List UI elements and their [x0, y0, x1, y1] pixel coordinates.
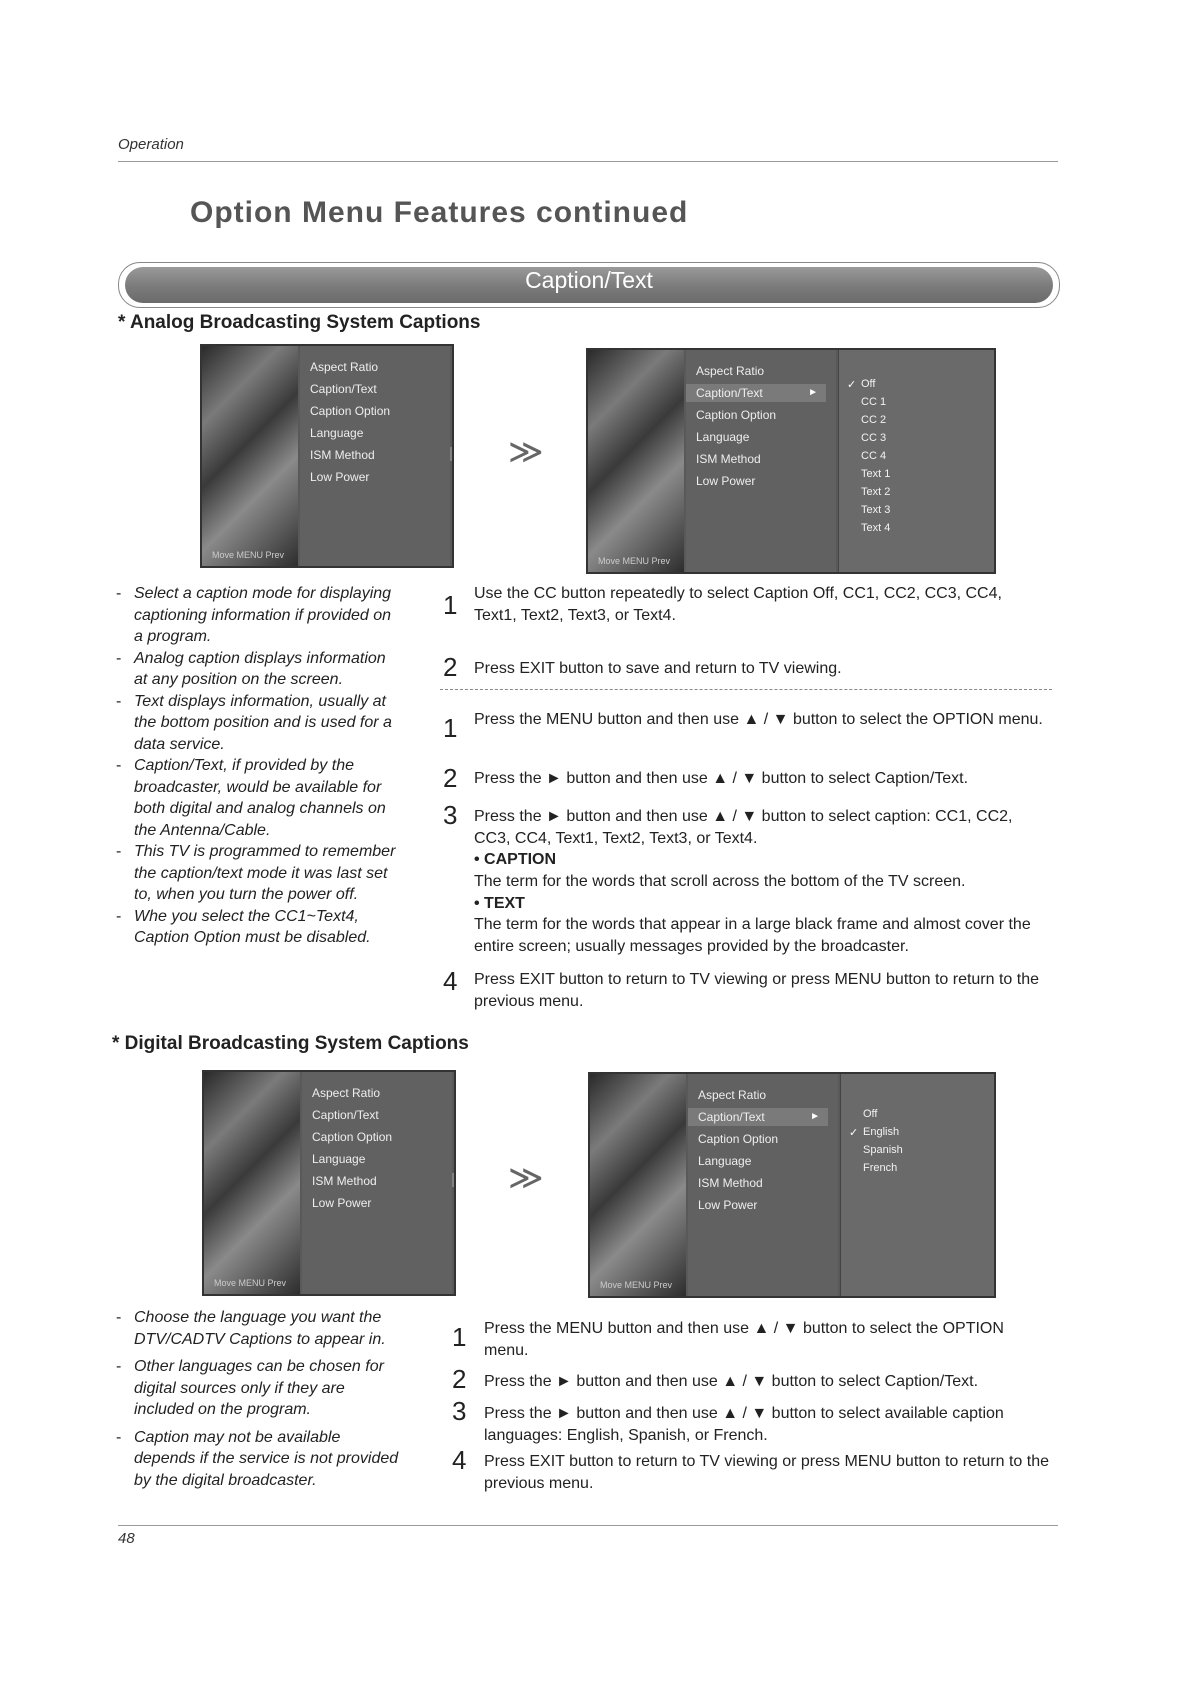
step-number: 1: [443, 590, 458, 620]
menu-item-aspect-ratio: Aspect Ratio: [312, 1086, 381, 1100]
arrow-right-icon: ►: [808, 387, 818, 398]
sub-option-spanish: Spanish: [863, 1144, 903, 1156]
menu-item-low-power: Low Power: [698, 1198, 758, 1212]
tv-menu-analog-1: [200, 344, 454, 568]
analog-notes: [116, 583, 401, 949]
caption-heading: • CAPTION: [474, 851, 557, 868]
tv-menu-digital-2: [588, 1072, 996, 1298]
text-heading: • TEXT: [474, 895, 525, 912]
menu-item-low-power: Low Power: [696, 474, 756, 488]
sub-option-cc4: CC 4: [861, 450, 887, 462]
menu-item-aspect-ratio: Aspect Ratio: [698, 1088, 767, 1102]
digital-step-4: Press EXIT button to return to TV viewing or press MENU button to return to the previous menu.: [484, 1453, 1050, 1492]
analog-step-a1: Use the CC button repeatedly to select Caption Off, CC1, CC2, CC3, CC4, Text1, Text2, Text3, or Text4.: [474, 585, 1002, 624]
menu-item-ism-method: ISM Method: [696, 452, 761, 466]
menu-item-caption-text: [688, 1108, 828, 1126]
digital-heading: * Digital Broadcasting System Captions: [112, 1033, 469, 1054]
note-item: - Select a caption mode for displaying captioning information if provided on a program.: [116, 583, 401, 648]
sub-option-cc2: CC 2: [861, 414, 887, 426]
dashed-divider: [440, 689, 1052, 690]
analog-step-b1: Press the MENU button and then use ▲ / ▼ button to select the OPTION menu.: [474, 711, 1043, 728]
sub-option-text4: Text 4: [861, 522, 891, 534]
menu-item-aspect-ratio: Aspect Ratio: [310, 360, 379, 374]
sub-option-english: ✓ English: [849, 1126, 900, 1139]
menu-item-language: Language: [310, 426, 364, 440]
menu-item-language: Language: [696, 430, 750, 444]
step-number: 2: [443, 763, 458, 793]
check-icon: ✓: [847, 379, 857, 391]
section-label: Operation: [118, 136, 184, 153]
menu-item-caption-text: Caption/Text: [310, 382, 377, 396]
page-title: Option Menu Features continued: [190, 196, 689, 229]
sub-option-off: Off: [863, 1108, 878, 1120]
note-item: - Other languages can be chosen for digital sources only if they are included on the program.: [116, 1356, 401, 1421]
note-item: - Caption/Text, if provided by the broadcaster, would be available for both digital and analog channels on the Antenna/Cable.: [116, 755, 401, 841]
banner-title: Caption/Text: [525, 267, 653, 293]
sub-option-french: French: [863, 1162, 898, 1174]
analog-heading: * Analog Broadcasting System Captions: [118, 312, 481, 333]
text-description: The term for the words that appear in a large black frame and almost cover the entire screen; usually messages provided by the broadcaster.: [474, 916, 1031, 955]
analog-step-a2: Press EXIT button to save and return to TV viewing.: [474, 660, 842, 677]
step-number: 4: [443, 966, 458, 996]
menu-item-caption-option: Caption Option: [310, 404, 391, 418]
sub-option-text2: Text 2: [861, 486, 891, 498]
step-number: 3: [443, 800, 458, 830]
step-number: 1: [443, 713, 458, 743]
menu-item-label: Caption/Text: [698, 1110, 765, 1124]
menu-item-ism-method: ISM Method: [698, 1176, 763, 1190]
caption-text-banner: [118, 262, 1060, 308]
menu-item-caption-option: Caption Option: [312, 1130, 393, 1144]
analog-step-b4: Press EXIT button to return to TV viewing or press MENU button to return to the previous menu.: [474, 971, 1040, 1010]
caption-description: The term for the words that scroll across the bottom of the TV screen.: [474, 873, 966, 890]
menu-item-caption-text: [686, 384, 826, 402]
menu-item-label: Caption/Text: [696, 386, 763, 400]
menu-item-caption-option: Caption Option: [698, 1132, 779, 1146]
menu-item-language: Language: [698, 1154, 752, 1168]
menu-item-low-power: Low Power: [312, 1196, 372, 1210]
sub-option-text1: Text 1: [861, 468, 891, 480]
menu-item-caption-option: Caption Option: [696, 408, 777, 422]
footer-rule: [118, 1525, 1058, 1526]
menu-item-ism-method: ISM Method: [310, 448, 375, 462]
analog-step-b3: Press the ► button and then use ▲ / ▼ button to select caption: CC1, CC2, CC3, CC4, Text1, Text2, Text3, or Text4.: [474, 808, 1013, 847]
note-item: - Analog caption displays information at any position on the screen.: [116, 648, 401, 691]
page-number: 48: [118, 1530, 135, 1547]
digital-notes: [116, 1307, 401, 1491]
chevron-right-icon: ≫: [508, 1159, 544, 1197]
chevron-right-icon: ≫: [508, 433, 544, 471]
step-number: 2: [443, 652, 458, 682]
step-number: 4: [452, 1445, 467, 1475]
sub-option-text3: Text 3: [861, 504, 891, 516]
note-item: - Text displays information, usually at the bottom position and is used for a data service.: [116, 691, 401, 756]
check-icon: ✓: [849, 1127, 859, 1139]
menu-footer: Move MENU Prev: [598, 556, 671, 566]
sub-option-cc1: CC 1: [861, 396, 887, 408]
digital-step-1: Press the MENU button and then use ▲ / ▼ button to select the OPTION menu.: [484, 1320, 1004, 1359]
digital-step-3: Press the ► button and then use ▲ / ▼ button to select available caption languages: English, Spanish, or French.: [484, 1405, 1004, 1444]
header-rule: [118, 161, 1058, 162]
arrow-right-icon: ►: [810, 1111, 820, 1122]
step-number: 3: [452, 1396, 467, 1426]
note-item: - Choose the language you want the DTV/CADTV Captions to appear in.: [116, 1307, 401, 1350]
menu-footer: Move MENU Prev: [600, 1280, 673, 1290]
step-number: 2: [452, 1364, 467, 1394]
menu-footer: Move MENU Prev: [214, 1278, 287, 1288]
note-item: - Caption may not be available depends if the service is not provided by the digital broadcaster.: [116, 1427, 401, 1492]
tv-menu-analog-2: [586, 348, 996, 574]
note-item: - Whe you select the CC1~Text4, Caption Option must be disabled.: [116, 906, 401, 949]
note-item: - This TV is programmed to remember the caption/text mode it was last set to, when you turn the power off.: [116, 841, 401, 906]
analog-step-b2: Press the ► button and then use ▲ / ▼ button to select Caption/Text.: [474, 770, 969, 787]
sub-option-off: ✓ Off: [847, 378, 876, 391]
menu-item-aspect-ratio: Aspect Ratio: [696, 364, 765, 378]
menu-item-caption-text: Caption/Text: [312, 1108, 379, 1122]
digital-step-2: Press the ► button and then use ▲ / ▼ button to select Caption/Text.: [484, 1373, 979, 1390]
menu-item-low-power: Low Power: [310, 470, 370, 484]
menu-item-ism-method: ISM Method: [312, 1174, 377, 1188]
menu-footer: Move MENU Prev: [212, 550, 285, 560]
tv-menu-digital-1: [202, 1070, 456, 1296]
sub-option-cc3: CC 3: [861, 432, 887, 444]
menu-item-language: Language: [312, 1152, 366, 1166]
step-number: 1: [452, 1322, 467, 1352]
